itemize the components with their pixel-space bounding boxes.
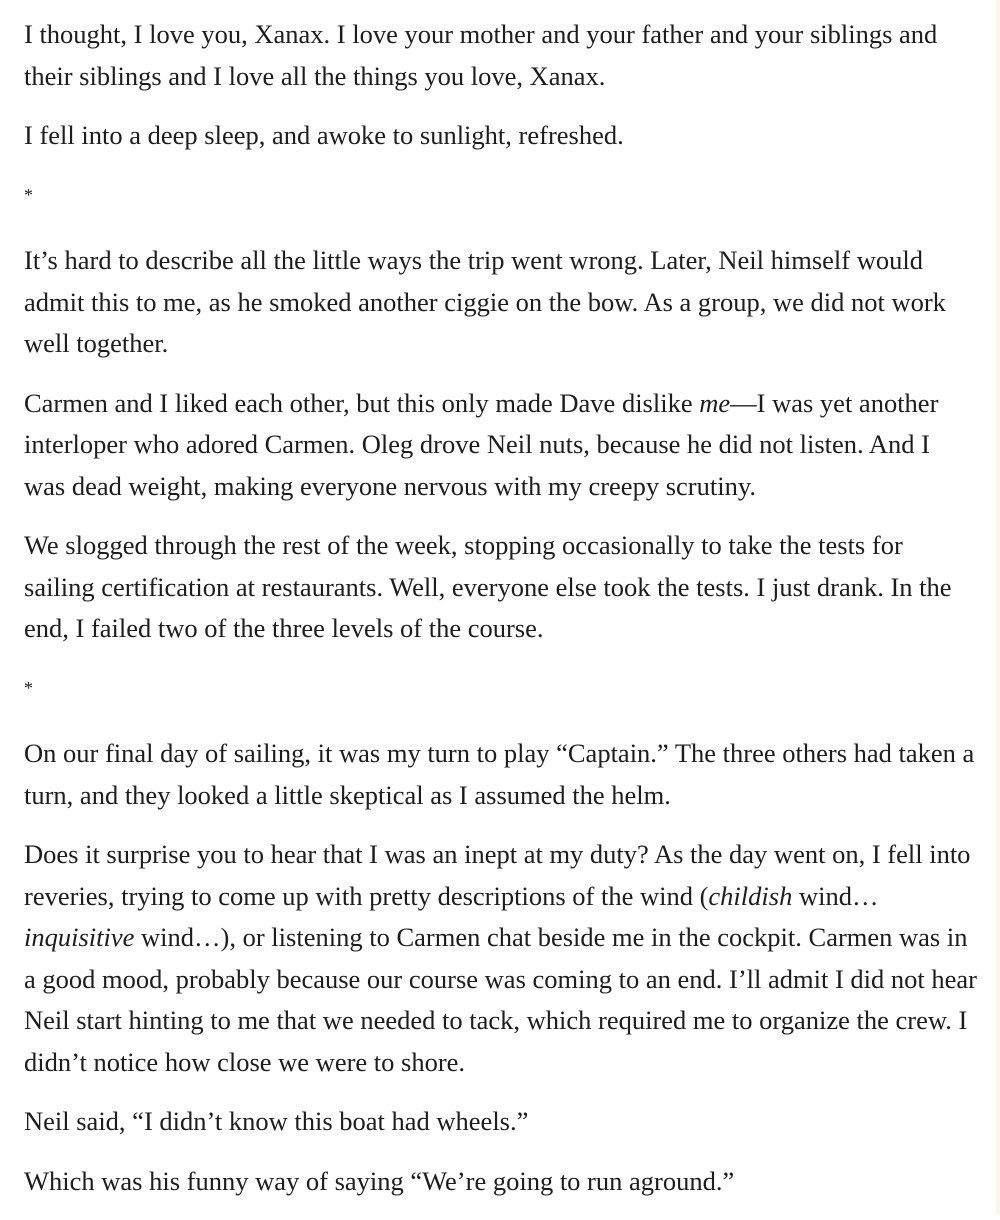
paragraph-line: well together. xyxy=(24,328,169,358)
paragraph xyxy=(24,834,978,1083)
paragraph-line: Does it surprise you to hear that I was an inept at my duty? As the day went on, I fell into xyxy=(24,839,971,869)
paragraph xyxy=(24,1161,974,1203)
paragraph-line: Which was his funny way of saying “We’re going to run aground.” xyxy=(24,1165,735,1196)
paragraph-line: I fell into a deep sleep, and awoke to sunlight, refreshed. xyxy=(24,120,624,150)
paragraph xyxy=(24,383,974,508)
paragraph-text: —I was yet another xyxy=(730,387,939,418)
paragraph xyxy=(24,240,974,365)
section-separator: * xyxy=(24,184,33,205)
emphasis-text: inquisitive xyxy=(24,922,135,952)
paragraph-line: interloper who adored Carmen. Oleg drove Neil nuts, because he did not listen. And I xyxy=(24,429,930,459)
paragraph-text: wind…), or listening to Carmen chat beside me in the cockpit. Carmen was in xyxy=(134,922,968,952)
paragraph-line: didn’t notice how close we were to shore. xyxy=(24,1046,466,1077)
paragraph-line: Neil said, “I didn’t know this boat had wheels.” xyxy=(24,1106,529,1136)
paragraph-text: wind… xyxy=(792,880,879,911)
paragraph-line: turn, and they looked a little skeptical as I assumed the helm. xyxy=(24,779,671,810)
paragraph-line: Neil start hinting to me that we needed to tack, which required me to organize the crew. I xyxy=(24,1005,968,1035)
paragraph-line: sailing certification at restaurants. Well, everyone else took the tests. I just drank. In the xyxy=(24,571,952,602)
paragraph-line: On our final day of sailing, it was my turn to play “Captain.” The three others had taken a xyxy=(24,738,975,768)
paragraph-text: reveries, trying to come up with pretty descriptions of the wind ( xyxy=(24,880,709,911)
article-body xyxy=(24,14,978,1220)
emphasis-text: childish xyxy=(708,880,793,911)
paragraph xyxy=(24,14,974,97)
paragraph xyxy=(24,733,974,816)
paragraph-text: Carmen and I liked each other, but this only made Dave dislike xyxy=(24,387,700,418)
paragraph-line: their siblings and I love all the things you love, Xanax. xyxy=(24,60,606,91)
paragraph-line: We slogged through the rest of the week, stopping occasionally to take the tests for xyxy=(24,530,903,560)
paragraph-line: end, I failed two of the three levels of the course. xyxy=(24,613,544,643)
paragraph-line: I thought, I love you, Xanax. I love your mother and your father and your siblings and xyxy=(24,19,938,49)
paragraph-line: a good mood, probably because our course was coming to an end. I’ll admit I did not hear xyxy=(24,963,978,994)
paragraph-line: admit this to me, as he smoked another ciggie on the bow. As a group, we did not work xyxy=(24,286,946,317)
paragraph xyxy=(24,525,974,650)
section-separator: * xyxy=(24,677,33,698)
paragraph-line: was dead weight, making everyone nervous with my creepy scrutiny. xyxy=(24,470,756,501)
paragraph xyxy=(24,1101,974,1143)
page-edge xyxy=(996,0,1000,1214)
emphasis-text: me xyxy=(699,387,731,418)
paragraph-line: It’s hard to describe all the little ways the trip went wrong. Later, Neil himself would xyxy=(24,245,923,275)
paragraph xyxy=(24,115,974,157)
